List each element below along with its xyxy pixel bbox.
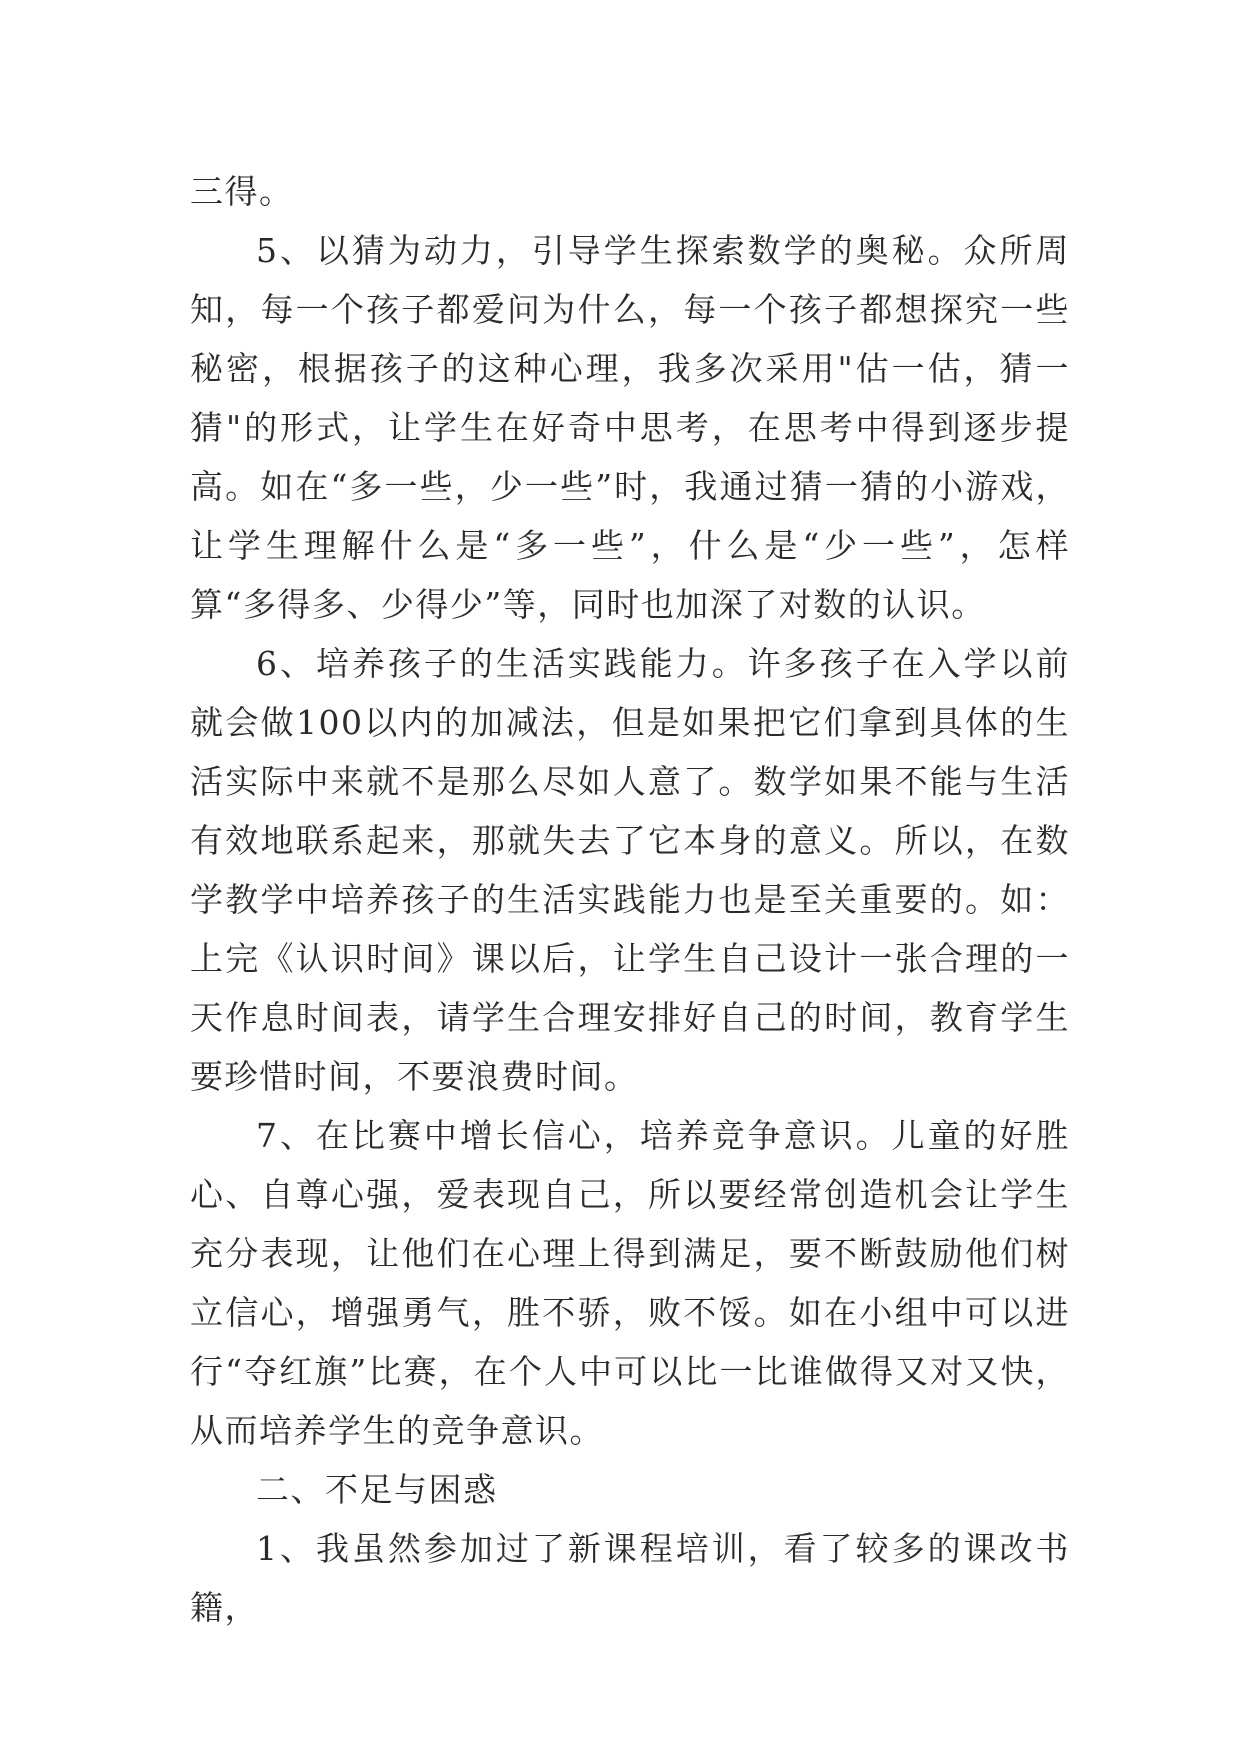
document-body	[190, 162, 1070, 1637]
section-heading-shortcomings: 二、不足与困惑	[256, 1470, 498, 1509]
paragraph-item-5: 5、以猜为动力，引导学生探索数学的奥秘。众所周知，每一个孩子都爱问为什么，每一个孩子都想探究一些秘密，根据孩子的这种心理，我多次采用"估一估，猜一猜"的形式，让学生在好奇中思考，在思考中得到逐步提高。如在“多一些，少一些”时，我通过猜一猜的小游戏，让学生理解什么是“多一些”，什么是“少一些”，怎样算“多得多、少得少”等，同时也加深了对数的认识。	[190, 231, 1070, 624]
paragraph-shortcoming-1: 1、我虽然参加过了新课程培训，看了较多的课改书籍，	[190, 1529, 1070, 1627]
paragraph-item-6: 6、培养孩子的生活实践能力。许多孩子在入学以前就会做100以内的加减法，但是如果把它们拿到具体的生活实际中来就不是那么尽如人意了。数学如果不能与生活有效地联系起来，那就失去了它本身的意义。所以，在数学教学中培养孩子的生活实践能力也是至关重要的。如：上完《认识时间》课以后，让学生自己设计一张合理的一天作息时间表，请学生合理安排好自己的时间，教育学生要珍惜时间，不要浪费时间。	[190, 644, 1070, 1096]
paragraph-continuation: 三得。	[190, 172, 294, 211]
paragraph-item-7: 7、在比赛中增长信心，培养竞争意识。儿童的好胜心、自尊心强，爱表现自己，所以要经常创造机会让学生充分表现，让他们在心理上得到满足，要不断鼓励他们树立信心，增强勇气，胜不骄，败不馁。如在小组中可以进行“夺红旗”比赛，在个人中可以比一比谁做得又对又快，从而培养学生的竞争意识。	[190, 1116, 1070, 1450]
